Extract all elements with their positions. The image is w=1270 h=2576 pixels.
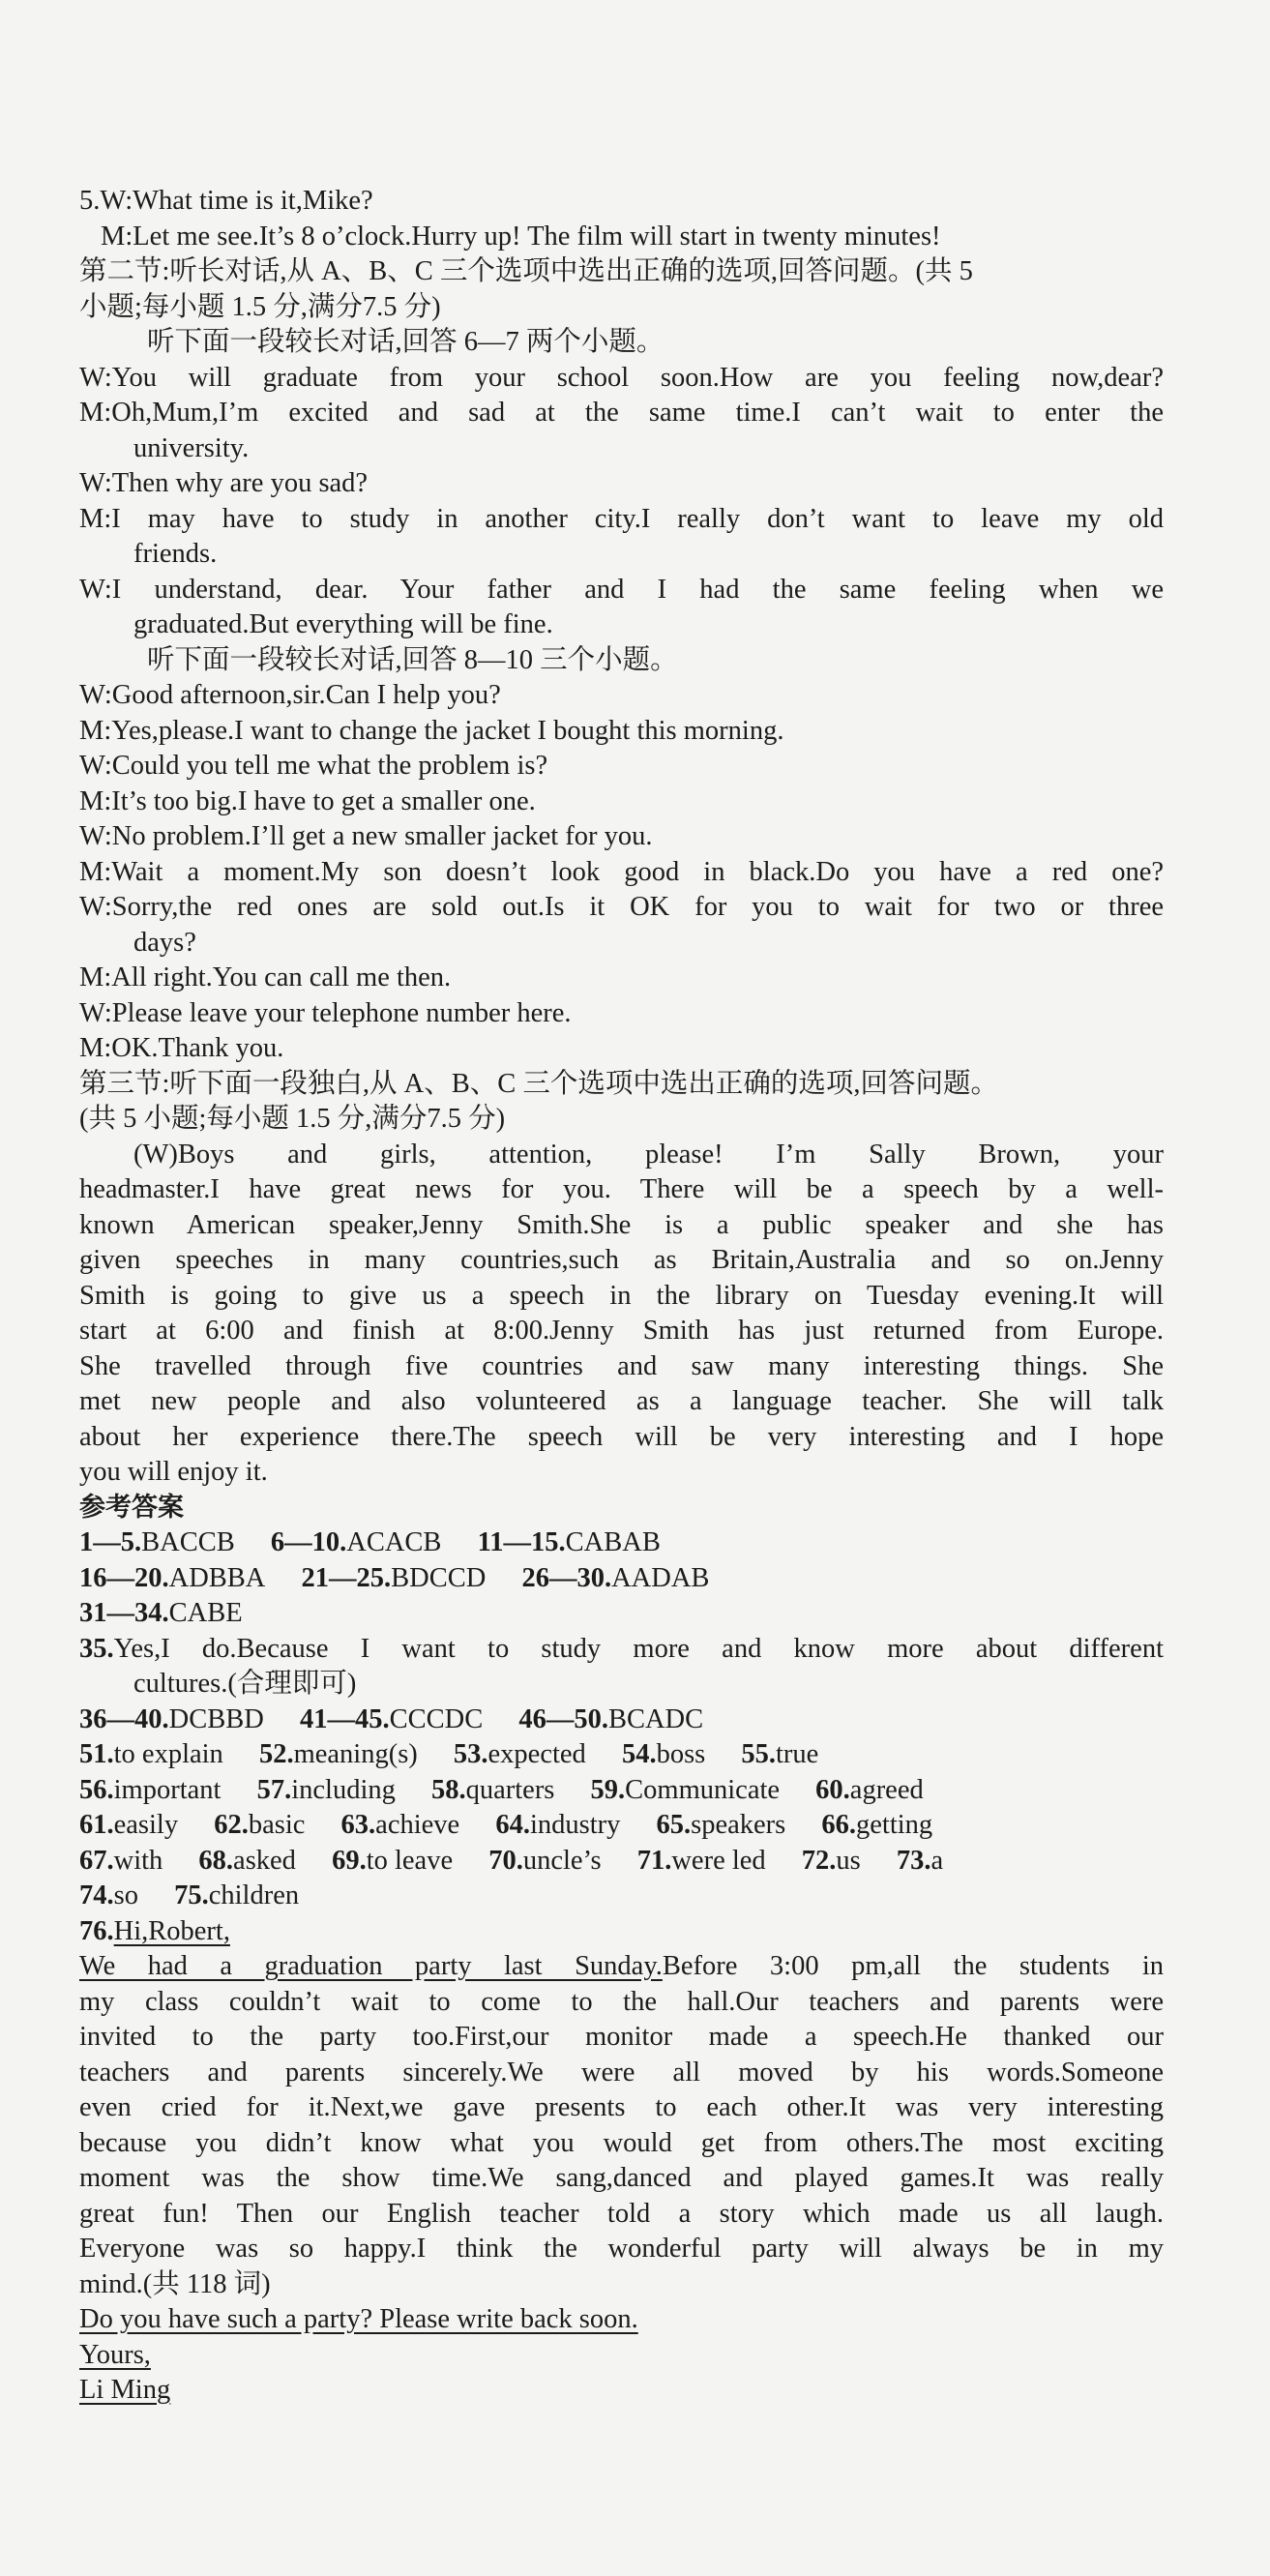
- answer-value: agreed: [849, 1774, 924, 1805]
- answers-heading: 参考答案: [79, 1492, 184, 1523]
- answer-value: were led: [671, 1845, 766, 1876]
- answer-value: a: [930, 1845, 944, 1876]
- answer-value: industry: [529, 1810, 621, 1840]
- answer-number: 67.: [79, 1845, 114, 1876]
- answer-number: 73.: [896, 1845, 931, 1876]
- monologue-line: headmaster.I have great news for you. There will be a speech by a well-: [79, 1174, 1164, 1204]
- answer-value: easily: [113, 1810, 179, 1840]
- answer-number: 58.: [430, 1774, 466, 1805]
- letter-signature: Li Ming: [79, 2375, 171, 2405]
- dialog1-line: W:You will graduate from your school soon.How are you feeling now,dear?: [79, 362, 1164, 393]
- answer-number: 36—40.: [79, 1703, 169, 1734]
- dialog2-line: days?: [133, 927, 196, 958]
- dialog1-line: M:I may have to study in another city.I really don’t want to leave my old: [79, 503, 1164, 534]
- monologue-line: you will enjoy it.: [79, 1457, 268, 1487]
- answer-value: BCADC: [607, 1703, 704, 1734]
- section3-heading-line2: (共 5 小题;每小题 1.5 分,满分7.5 分): [79, 1104, 506, 1134]
- answer-number: 54.: [621, 1739, 657, 1769]
- letter-body-line: great fun! Then our English teacher told a story which made us all laugh.: [79, 2198, 1164, 2229]
- dialog1-line: W:Then why are you sad?: [79, 468, 369, 498]
- answer-number: 70.: [488, 1845, 523, 1876]
- monologue-line: met new people and also volunteered as a language teacher. She will talk: [79, 1386, 1164, 1416]
- letter-closing-line: [79, 2302, 1164, 2338]
- letter-first-line: [79, 1949, 1164, 1985]
- answer-number: 65.: [656, 1810, 692, 1840]
- answer-number: 74.: [79, 1880, 114, 1910]
- answer-value: basic: [248, 1810, 306, 1840]
- answer-number: 21—25.: [301, 1562, 392, 1593]
- answer-number: 76.: [79, 1915, 114, 1946]
- monologue-line: known American speaker,Jenny Smith.She is a public speaker and she has: [79, 1209, 1164, 1240]
- answer-value: so: [113, 1880, 138, 1910]
- section2-heading-line2: 小题;每小题 1.5 分,满分7.5 分): [79, 291, 441, 322]
- answer-number: 35.: [79, 1633, 114, 1664]
- answer-value: including: [291, 1774, 396, 1805]
- dialog2-line: M:Wait a moment.My son doesn’t look good in black.Do you have a red one?: [79, 856, 1164, 887]
- section3-heading-line1: 第三节:听下面一段独白,从 A、B、C 三个选项中选出正确的选项,回答问题。: [79, 1068, 999, 1099]
- dialog2-line: M:Yes,please.I want to change the jacket I bought this morning.: [79, 715, 784, 746]
- answer-number: 51.: [79, 1739, 114, 1769]
- answer-value: ADBBA: [168, 1562, 266, 1593]
- answer-number: 61.: [79, 1810, 114, 1840]
- answer-value: Communicate: [625, 1774, 781, 1805]
- answer-number: 64.: [495, 1810, 530, 1840]
- answer-value: to explain: [113, 1739, 223, 1769]
- dialog2-line: M:OK.Thank you.: [79, 1033, 284, 1063]
- dialog2-line: W:Good afternoon,sir.Can I help you?: [79, 680, 501, 710]
- answer-value: CCCDC: [389, 1703, 484, 1734]
- dialog1-line: W:I understand, dear. Your father and I had the same feeling when we: [79, 574, 1164, 605]
- dialog1-line: graduated.But everything will be fine.: [133, 609, 553, 639]
- answer-number: 26—30.: [521, 1562, 612, 1593]
- answer-row: [79, 1703, 1164, 1738]
- answer-value: BDCCD: [391, 1562, 487, 1593]
- answer-number: 71.: [636, 1845, 672, 1876]
- dialog2-line: M:It’s too big.I have to get a smaller one.: [79, 785, 536, 816]
- answer-value: expected: [487, 1739, 586, 1769]
- answer-number: 41—45.: [299, 1703, 390, 1734]
- answer-row: [79, 1561, 1164, 1597]
- answer-value: achieve: [375, 1810, 460, 1840]
- monologue-line: about her experience there.The speech will be very interesting and I hope: [79, 1421, 1164, 1452]
- monologue-line: start at 6:00 and finish at 8:00.Jenny Smith has just returned from Europe.: [79, 1316, 1164, 1346]
- answer-value: to leave: [366, 1845, 454, 1876]
- section2-heading-line1: 第二节:听长对话,从 A、B、C 三个选项中选出正确的选项,回答问题。(共 5: [79, 256, 973, 286]
- answer-row: [79, 1879, 1164, 1914]
- letter-greeting-line: [79, 1914, 1164, 1950]
- answer-row: [79, 1808, 1164, 1844]
- letter-body-line: my class couldn’t wait to come to the hall.Our teachers and parents were: [79, 1986, 1164, 2017]
- answer-value: CABAB: [565, 1527, 661, 1557]
- answer-value: BACCB: [141, 1527, 235, 1557]
- letter-body-last-line: mind.(共 118 词): [79, 2268, 271, 2299]
- monologue-line: Smith is going to give us a speech in the library on Tuesday evening.It will: [79, 1280, 1164, 1311]
- dialog2-line: W:Sorry,the red ones are sold out.Is it OK for you to wait for two or three: [79, 892, 1164, 922]
- letter-greeting: Hi,Robert,: [113, 1915, 230, 1946]
- answer-value: important: [113, 1774, 222, 1805]
- monologue-line: given speeches in many countries,such as Britain,Australia and so on.Jenny: [79, 1245, 1164, 1275]
- answer-number: 66.: [821, 1810, 856, 1840]
- answer-number: 68.: [198, 1845, 234, 1876]
- answer-value: CABE: [168, 1598, 243, 1628]
- monologue-line: She travelled through five countries and saw many interesting things. She: [79, 1350, 1164, 1381]
- answer-number: 31—34.: [79, 1598, 169, 1628]
- answer-value: uncle’s: [522, 1845, 602, 1876]
- letter-first-line-rest: Before 3:00 pm,all the students in: [662, 1951, 1164, 1981]
- dialog1-line: university.: [133, 432, 250, 463]
- answer-value: getting: [856, 1810, 933, 1840]
- answer-number: 62.: [214, 1810, 249, 1840]
- answer-value: true: [776, 1739, 819, 1769]
- answer-number: 59.: [590, 1774, 626, 1805]
- letter-yours: Yours,: [79, 2339, 151, 2370]
- answer-number: 1—5.: [79, 1527, 142, 1557]
- answer-row: [79, 1596, 1164, 1632]
- letter-body-line: invited to the party too.First,our monitor made a speech.He thanked our: [79, 2022, 1164, 2052]
- answer-row-35: [79, 1632, 1164, 1668]
- answer-value: us: [836, 1845, 861, 1876]
- answer-value: with: [113, 1845, 163, 1876]
- dialog2-line: W:Could you tell me what the problem is?: [79, 751, 548, 781]
- dialog1-line: friends.: [133, 539, 218, 569]
- letter-signature-line: [79, 2373, 1164, 2409]
- answer-number: 55.: [741, 1739, 776, 1769]
- answer-number: 46—50.: [518, 1703, 608, 1734]
- dialog1-line: M:Oh,Mum,I’m excited and sad at the same time.I can’t wait to enter the: [79, 398, 1164, 428]
- answer-number: 75.: [174, 1880, 209, 1910]
- dialog2-line: W:No problem.I’ll get a new smaller jacket for you.: [79, 821, 653, 851]
- answer-number: 57.: [256, 1774, 292, 1805]
- letter-yours-line: [79, 2338, 1164, 2374]
- answer-row: [79, 1525, 1164, 1561]
- dialog2-line: W:Please leave your telephone number here.: [79, 997, 572, 1028]
- answer-number: 60.: [815, 1774, 850, 1805]
- q5-woman-line: 5.W:What time is it,Mike?: [79, 186, 373, 216]
- answer-value: DCBBD: [168, 1703, 264, 1734]
- answer-value: meaning(s): [293, 1739, 418, 1769]
- letter-body-line: because you didn’t know what you would get from others.The most exciting: [79, 2127, 1164, 2158]
- answer-value: asked: [233, 1845, 296, 1876]
- answer-number: 11—15.: [477, 1527, 566, 1557]
- answer-value: AADAB: [611, 1562, 710, 1593]
- letter-body-line: even cried for it.Next,we gave presents to each other.It was very interesting: [79, 2092, 1164, 2122]
- answer-value: children: [208, 1880, 300, 1910]
- monologue-line: (W)Boys and girls, attention, please! I’m Sally Brown, your: [133, 1139, 1164, 1170]
- answer-value: speakers: [691, 1810, 786, 1840]
- answer-number: 6—10.: [270, 1527, 347, 1557]
- letter-topic-sentence: We had a graduation party last Sunday.: [79, 1951, 663, 1981]
- answer-row: [79, 1737, 1164, 1773]
- answer-row: [79, 1844, 1164, 1880]
- answer-35-continuation: cultures.(合理即可): [133, 1669, 357, 1699]
- answer-row: [79, 1773, 1164, 1809]
- answer-number: 69.: [332, 1845, 367, 1876]
- answer-number: 16—20.: [79, 1562, 169, 1593]
- answer-value: quarters: [465, 1774, 555, 1805]
- answer-value: ACACB: [346, 1527, 442, 1557]
- answer-number: 72.: [801, 1845, 837, 1876]
- answer-number: 63.: [340, 1810, 376, 1840]
- letter-closing: Do you have such a party? Please write back soon.: [79, 2304, 638, 2334]
- letter-body-line: Everyone was so happy.I think the wonderful party will always be in my: [79, 2234, 1164, 2264]
- letter-body-line: teachers and parents sincerely.We were all moved by his words.Someone: [79, 2057, 1164, 2087]
- dialog1-intro: 听下面一段较长对话,回答 6—7 两个小题。: [147, 327, 665, 357]
- answer-value: boss: [656, 1739, 706, 1769]
- letter-body-line: moment was the show time.We sang,danced and played games.It was really: [79, 2163, 1164, 2193]
- answer-value: Yes,I do.Because I want to study more and know more about different: [113, 1633, 1164, 1664]
- answer-number: 53.: [453, 1739, 488, 1769]
- q5-man-line: M:Let me see.It’s 8 o’clock.Hurry up! The film will start in twenty minutes!: [101, 221, 941, 252]
- dialog2-line: M:All right.You can call me then.: [79, 962, 452, 992]
- dialog2-intro: 听下面一段较长对话,回答 8—10 三个小题。: [147, 644, 678, 675]
- answer-number: 52.: [258, 1739, 294, 1769]
- answer-number: 56.: [79, 1774, 114, 1805]
